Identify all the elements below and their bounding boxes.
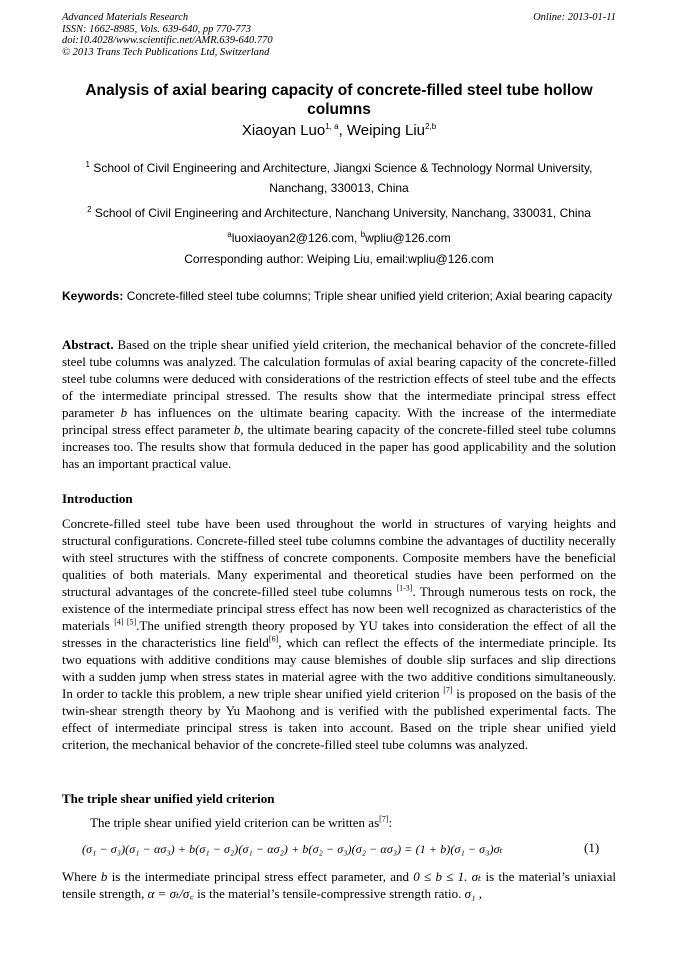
affiliation-2-text: School of Civil Engineering and Architecture, Nanchang University, Nanchang, 330031, China xyxy=(91,206,591,220)
equation-1-number: (1) xyxy=(584,840,600,855)
triple-shear-intro-text: The triple shear unified yield criterion can be written as xyxy=(90,815,380,830)
author-line xyxy=(62,122,616,139)
ref-4-5[interactable]: [4] [5] xyxy=(114,617,137,627)
journal-name: Advanced Materials Research xyxy=(62,12,189,23)
abstract-label: Abstract. xyxy=(62,337,114,352)
affiliation-2-num: 2 xyxy=(87,205,92,214)
abstract-part-3: , the ultimate bearing capacity of the concrete-filled steel tube columns increases too. The results show that formula deduced in the paper has good applicability and the solution has an important practical value. xyxy=(62,422,616,471)
author-separator: , xyxy=(338,122,347,139)
author-2-sup: 2,b xyxy=(425,122,437,131)
ref-7-criterion[interactable]: [7] xyxy=(379,814,389,824)
email-b[interactable]: wpliu@126.com xyxy=(365,231,451,245)
online-date: Online: 2013-01-11 xyxy=(533,12,616,23)
keywords-label: Keywords: xyxy=(62,289,124,303)
email-b-sup: b xyxy=(360,230,366,239)
abstract-param-b-1: b xyxy=(120,405,128,420)
ref-6[interactable]: [6] xyxy=(268,634,279,644)
intro-sentence-3: .The unified strength theory proposed by YU takes into consideration the effect of all the stresses in the characteristics line field xyxy=(62,618,616,650)
where-paragraph xyxy=(62,868,616,902)
intro-sentence-2: . Through numerous tests on rock, the existence of the intermediate principal stress effect has now been well recognized as characteristics of the materials xyxy=(62,584,616,633)
where-text-4: is the material’s tensile-compressive strength ratio. xyxy=(193,886,465,901)
corresponding-author: Corresponding author: Weiping Liu, email:wpliu@126.com xyxy=(184,252,494,266)
author-1-name: Xiaoyan Luo xyxy=(241,122,326,139)
affiliation-2 xyxy=(62,203,616,223)
issn-line: ISSN: 1662-8985, Vols. 639-640, pp 770-773 xyxy=(62,23,251,35)
where-text-3: is the material’s uniaxial tensile strength, xyxy=(62,869,617,901)
triple-shear-intro xyxy=(90,815,392,831)
paper-title: Analysis of axial bearing capacity of concrete-filled steel tube hollow columns xyxy=(85,82,593,118)
intro-sentence-1: Concrete-filled steel tube have been used throughout the world in structures of varying heights and structural configurations. Concrete-filled steel tube columns combine the advantages of ductility necerally with steel structures with the stiffness of concrete components. Composite members have the beneficial qualities of both materials. Many experimental and theoretical studies have been performed on the structural advantages of the concrete-filled steel tube columns xyxy=(62,516,616,599)
ref-7[interactable]: [7] xyxy=(443,685,453,695)
affiliation-1-text: School of Civil Engineering and Architecture, Jiangxi Science & Technology Normal University, Nanchang, 330013, China xyxy=(89,161,593,195)
abstract-part-1: Based on the triple shear unified yield criterion, the mechanical behavior of the concrete-filled steel tube columns was analyzed. The calculation formulas of axial bearing capacity of the concrete-filled steel tube columns were deduced with considerations of the restriction effects of steel tube and the effects of the intermediate principal stressed. The results show that the intermediate principal stress effect parameter xyxy=(62,337,616,420)
affiliation-1-num: 1 xyxy=(85,160,90,169)
introduction-body xyxy=(62,515,616,753)
where-param-b: b xyxy=(100,869,108,884)
equation-1: (σ₁ − σ₃)(σ₁ − ασ₃) + b(σ₁ − σ₂)(σ₁ − ασ₂) + b(σ₂ − σ₃)(σ₂ − ασ₃) = (1 + b)(σ₁ − σ₃)σₜ xyxy=(82,842,503,856)
email-line xyxy=(62,228,616,248)
triple-shear-heading: The triple shear unified yield criterion xyxy=(62,791,275,806)
email-a[interactable]: luoxiaoyan2@126.com, xyxy=(231,231,361,245)
introduction-heading: Introduction xyxy=(62,491,133,506)
ref-1-3[interactable]: [1-3] xyxy=(396,583,413,593)
triple-shear-colon: : xyxy=(388,815,393,830)
abstract-param-b-2: b xyxy=(233,422,241,437)
copyright-line: © 2013 Trans Tech Publications Ltd, Switzerland xyxy=(62,46,270,58)
keywords-text: Concrete-filled steel tube columns; Triple shear unified yield criterion; Axial bearing capacity xyxy=(123,289,613,303)
where-sigma1: σ₁ , xyxy=(464,886,483,901)
author-1-sup: 1, a xyxy=(325,122,339,131)
doi-line: doi:10.4028/www.scientific.net/AMR.639-640.770 xyxy=(62,35,273,46)
intro-sentence-4: , which can reflect the effects of the intermediate principle. Its two equations with additive conditions may cause blemishes of double slip surfaces and slip directions with a sudden jump when stress states in material agree with the two additive conditions simultaneously. In order to tackle this problem, a new triple shear unified yield criterion xyxy=(62,635,617,701)
affiliation-1 xyxy=(62,158,616,198)
email-a-sup: a xyxy=(227,230,232,239)
journal-header xyxy=(62,12,616,58)
where-alpha: α = σₜ/σ꜀ xyxy=(147,886,194,901)
keywords xyxy=(62,287,616,305)
where-text-2: is the intermediate principal stress effect parameter, and xyxy=(107,869,414,884)
abstract-part-2: has influences on the ultimate bearing capacity. With the increase of the intermediate principal stress effect parameter xyxy=(62,405,616,437)
abstract xyxy=(62,336,616,472)
where-range: 0 ≤ b ≤ 1. σₜ xyxy=(413,869,482,884)
where-text-1: Where xyxy=(62,869,101,884)
author-2-name: Weiping Liu xyxy=(346,122,426,139)
intro-sentence-5: is proposed on the basis of the twin-shear strength theory by Yu Maohong and is verified with the published experimental facts. The effect of intermediate principal stress is taken into account. Based on the triple shear unified yield criterion, the mechanical behavior of the concrete-filled steel tube columns was analyzed. xyxy=(62,686,616,752)
